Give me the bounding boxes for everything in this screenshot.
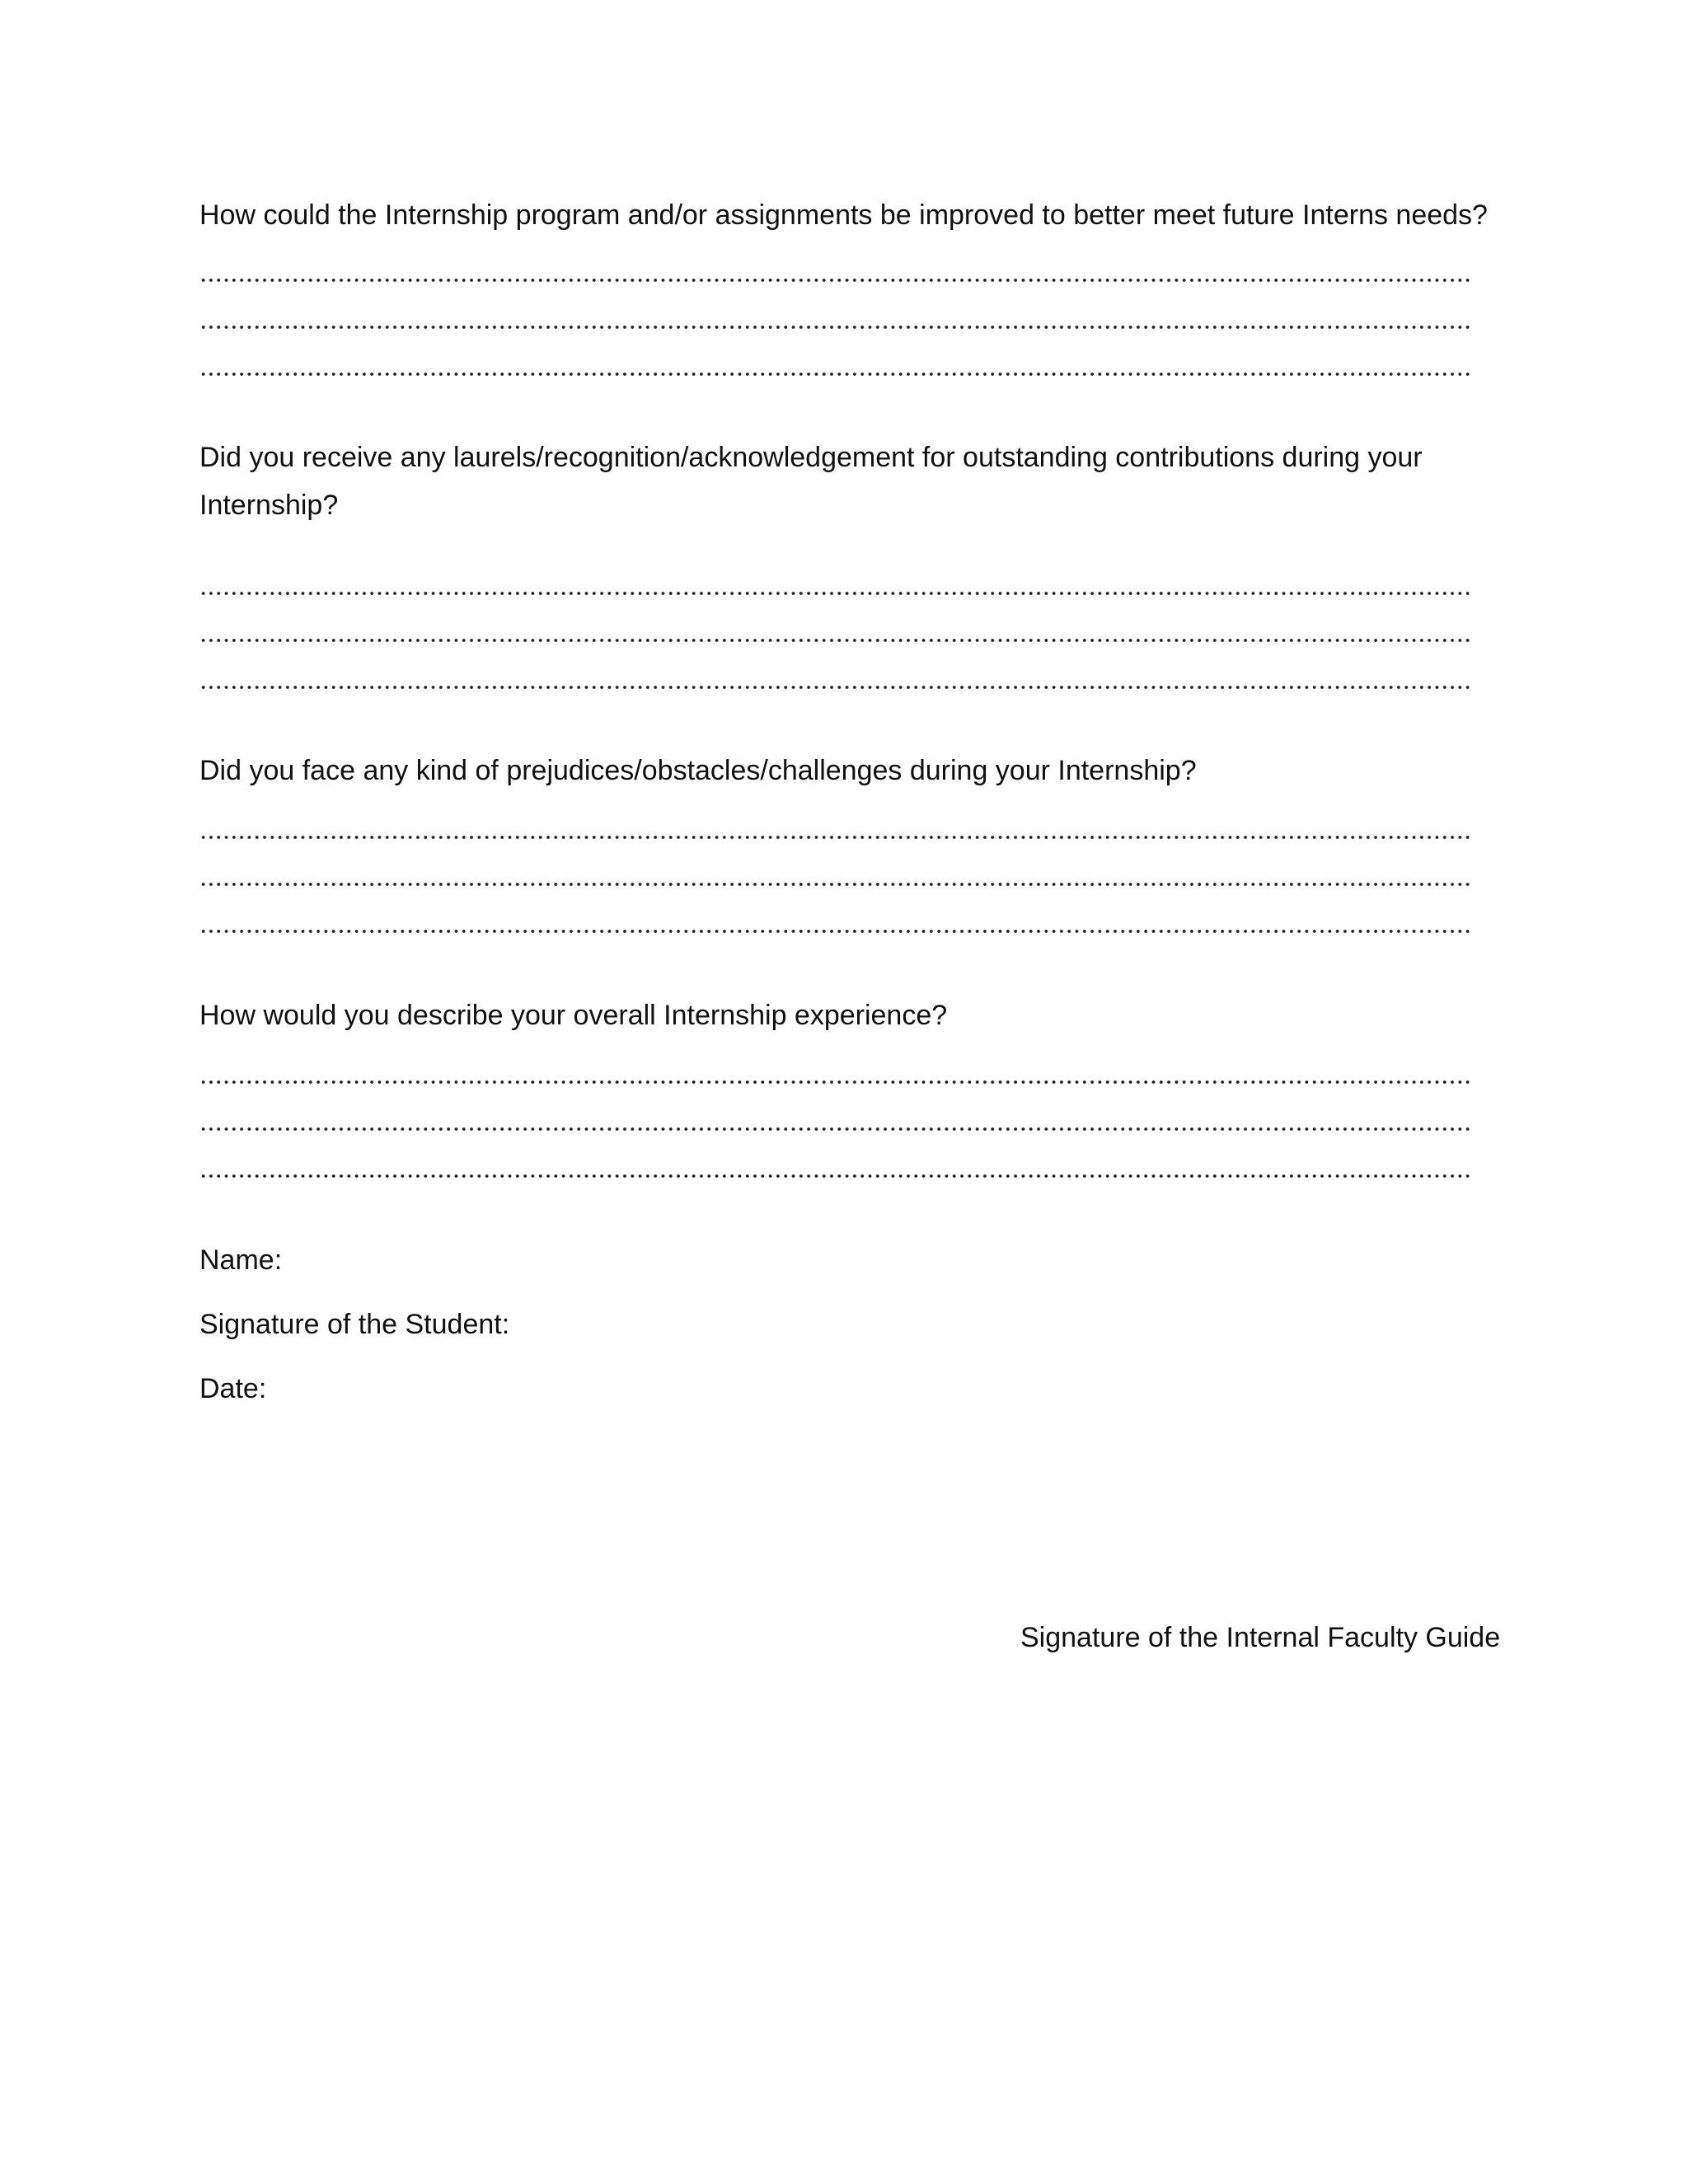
date-label: Date:: [199, 1373, 267, 1404]
answer-line-1-1[interactable]: [199, 272, 1473, 288]
faculty-signature-label: Signature of the Internal Faculty Guide: [1020, 1622, 1501, 1653]
question-1: How could the Internship program and/or assignments be improved to better meet future Interns needs?: [199, 199, 1488, 231]
answer-line-4-3[interactable]: [199, 1168, 1473, 1184]
answer-line-3-3[interactable]: [199, 923, 1473, 940]
question-2: Did you receive any laurels/recognition/acknowledgement for outstanding contributions during your Internship?: [199, 442, 1423, 521]
answer-line-3-1[interactable]: [199, 829, 1473, 846]
student-signature-label: Signature of the Student:: [199, 1309, 510, 1340]
answer-line-2-1[interactable]: [199, 585, 1473, 602]
answer-line-2-3[interactable]: [199, 679, 1473, 696]
answer-line-2-2[interactable]: [199, 632, 1473, 649]
answer-line-1-2[interactable]: [199, 319, 1473, 335]
answer-line-4-2[interactable]: [199, 1121, 1473, 1137]
question-4: How would you describe your overall Internship experience?: [199, 1000, 948, 1031]
question-3: Did you face any kind of prejudices/obstacles/challenges during your Internship?: [199, 755, 1197, 786]
answer-line-1-3[interactable]: [199, 366, 1473, 382]
name-label: Name:: [199, 1244, 283, 1276]
answer-line-3-2[interactable]: [199, 876, 1473, 893]
answer-line-4-1[interactable]: [199, 1074, 1473, 1090]
